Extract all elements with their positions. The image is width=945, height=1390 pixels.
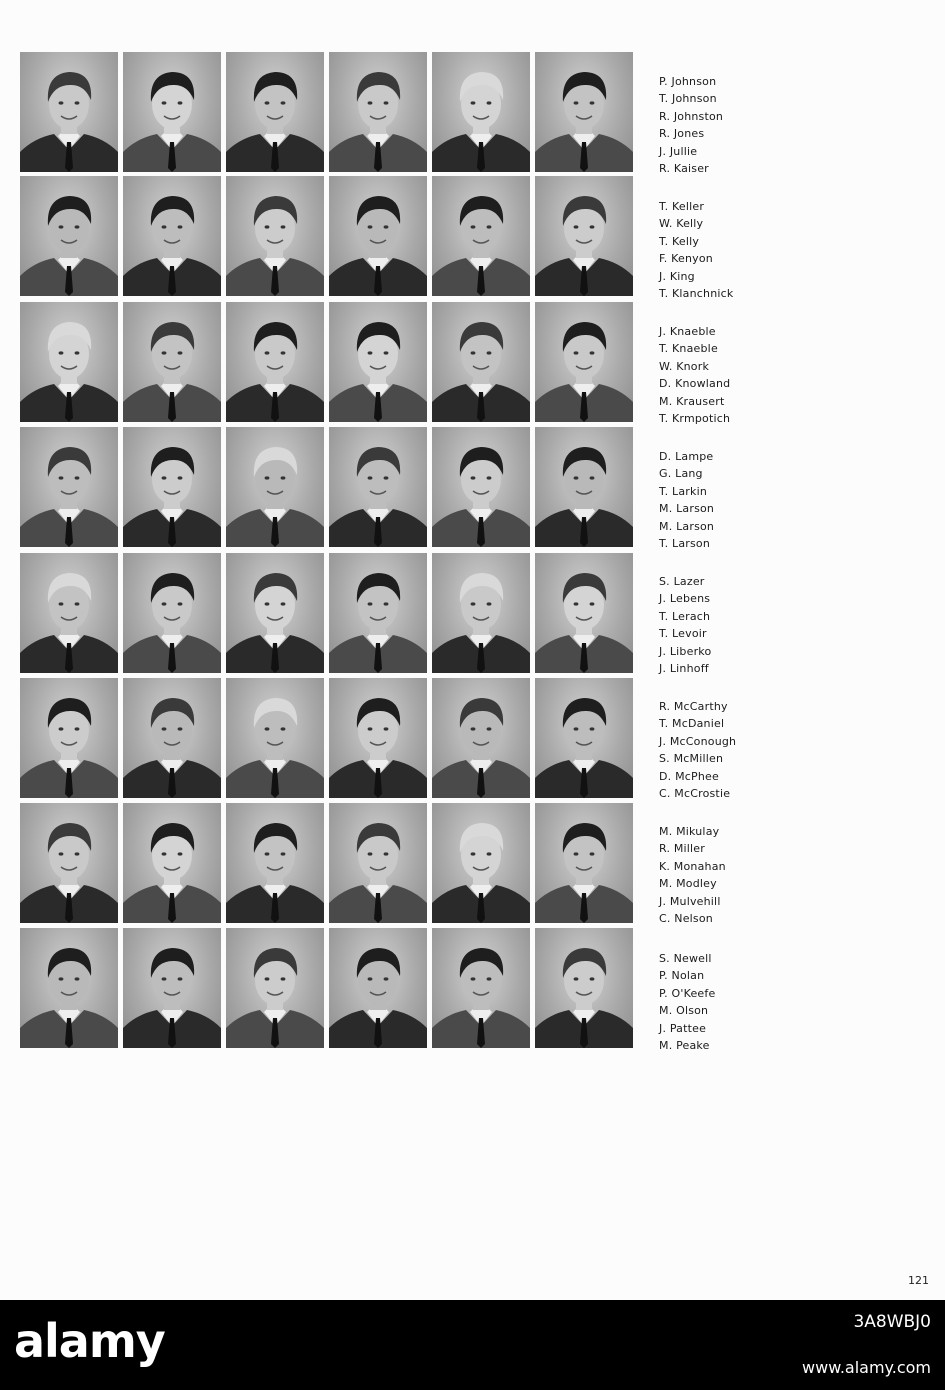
student-portrait	[123, 928, 221, 1048]
student-name: W. Kelly	[659, 217, 704, 231]
student-name: J. King	[659, 269, 695, 283]
student-name: P. Johnson	[659, 75, 717, 88]
student-name: M. Modley	[659, 877, 717, 891]
student-name: P. O'Keefe	[659, 986, 716, 1000]
student-portrait	[535, 427, 633, 547]
student-name: R. Kaiser	[659, 162, 709, 176]
student-portrait	[123, 302, 221, 422]
student-name: C. McCrostie	[659, 787, 731, 801]
name-list	[659, 950, 809, 1054]
student-name: T. Knaeble	[659, 342, 718, 356]
student-name: S. McMillen	[659, 752, 724, 766]
student-portrait	[329, 52, 427, 172]
student-name: J. Jullie	[659, 144, 698, 158]
student-portrait	[226, 176, 324, 296]
student-name: J. Pattee	[659, 1021, 707, 1035]
name-list	[659, 448, 809, 552]
name-list	[659, 698, 809, 802]
student-portrait	[123, 52, 221, 172]
student-name: R. McCarthy	[659, 700, 728, 713]
student-name: K. Monahan	[659, 859, 726, 873]
student-name: M. Peake	[659, 1039, 710, 1053]
student-portrait	[432, 928, 530, 1048]
name-list	[659, 73, 809, 177]
footer-url: www.alamy.com	[802, 1358, 931, 1377]
student-portrait	[20, 928, 118, 1048]
student-name: T. Klanchnick	[659, 287, 734, 301]
student-portrait	[329, 553, 427, 673]
student-portrait	[432, 678, 530, 798]
student-portrait	[432, 176, 530, 296]
student-name: R. Miller	[659, 842, 705, 856]
student-name: J. Linhoff	[659, 662, 709, 676]
student-name: D. McPhee	[659, 769, 719, 783]
student-portrait	[329, 176, 427, 296]
student-portrait	[20, 52, 118, 172]
page-number: 121	[908, 1274, 929, 1287]
student-portrait	[123, 553, 221, 673]
student-portrait	[20, 176, 118, 296]
student-portrait	[535, 52, 633, 172]
stock-watermark-footer	[0, 1300, 945, 1390]
student-portrait	[226, 928, 324, 1048]
student-portrait	[329, 928, 427, 1048]
student-name: S. Lazer	[659, 575, 705, 588]
student-name: J. Liberko	[659, 644, 712, 658]
name-list	[659, 823, 809, 927]
student-portrait	[20, 803, 118, 923]
student-name: W. Knork	[659, 359, 710, 373]
student-portrait	[226, 553, 324, 673]
name-list	[659, 198, 809, 302]
student-portrait	[20, 553, 118, 673]
student-name: D. Knowland	[659, 377, 731, 391]
student-name: M. Krausert	[659, 394, 725, 408]
student-portrait	[20, 427, 118, 547]
student-portrait	[329, 427, 427, 547]
student-name: J. Knaeble	[659, 325, 716, 338]
student-name: T. Keller	[659, 200, 705, 213]
student-portrait	[535, 928, 633, 1048]
student-portrait	[20, 302, 118, 422]
student-name: M. Larson	[659, 519, 715, 533]
student-portrait	[329, 302, 427, 422]
student-portrait	[123, 678, 221, 798]
student-portrait	[123, 803, 221, 923]
student-name: M. Mikulay	[659, 825, 720, 838]
student-portrait	[329, 678, 427, 798]
student-name: T. Lerach	[659, 609, 711, 623]
student-name: T. Kelly	[659, 234, 700, 248]
student-portrait	[226, 52, 324, 172]
student-name: T. Krmpotich	[659, 412, 731, 426]
student-name: J. Lebens	[659, 592, 711, 606]
student-portrait	[432, 302, 530, 422]
image-id: 3A8WBJ0	[853, 1312, 931, 1332]
student-portrait	[535, 176, 633, 296]
student-name: T. McDaniel	[659, 717, 725, 731]
student-name: T. Larson	[659, 537, 711, 551]
student-name: P. Nolan	[659, 969, 705, 983]
student-portrait	[20, 678, 118, 798]
student-portrait	[535, 553, 633, 673]
student-portrait	[432, 52, 530, 172]
student-portrait	[226, 302, 324, 422]
student-portrait	[535, 302, 633, 422]
student-name: S. Newell	[659, 952, 712, 965]
name-list	[659, 323, 809, 427]
student-portrait	[432, 803, 530, 923]
student-name: F. Kenyon	[659, 252, 713, 266]
student-portrait	[123, 427, 221, 547]
student-name: J. Mulvehill	[659, 894, 721, 908]
student-name: R. Jones	[659, 127, 705, 141]
student-portrait	[432, 553, 530, 673]
name-list	[659, 573, 809, 677]
student-name: T. Larkin	[659, 484, 707, 498]
student-portrait	[535, 803, 633, 923]
student-portrait	[535, 678, 633, 798]
student-name: J. McConough	[659, 734, 737, 748]
student-name: G. Lang	[659, 467, 703, 481]
student-name: M. Olson	[659, 1004, 709, 1018]
student-name: R. Johnston	[659, 109, 724, 123]
student-name: T. Levoir	[659, 627, 707, 641]
student-name: C. Nelson	[659, 912, 713, 926]
alamy-logo: alamy	[14, 1314, 165, 1368]
student-name: M. Larson	[659, 502, 715, 516]
student-portrait	[226, 803, 324, 923]
student-name: D. Lampe	[659, 450, 714, 463]
student-portrait	[432, 427, 530, 547]
student-name: T. Johnson	[659, 92, 717, 106]
student-portrait	[329, 803, 427, 923]
student-portrait	[123, 176, 221, 296]
student-portrait	[226, 427, 324, 547]
student-portrait	[226, 678, 324, 798]
